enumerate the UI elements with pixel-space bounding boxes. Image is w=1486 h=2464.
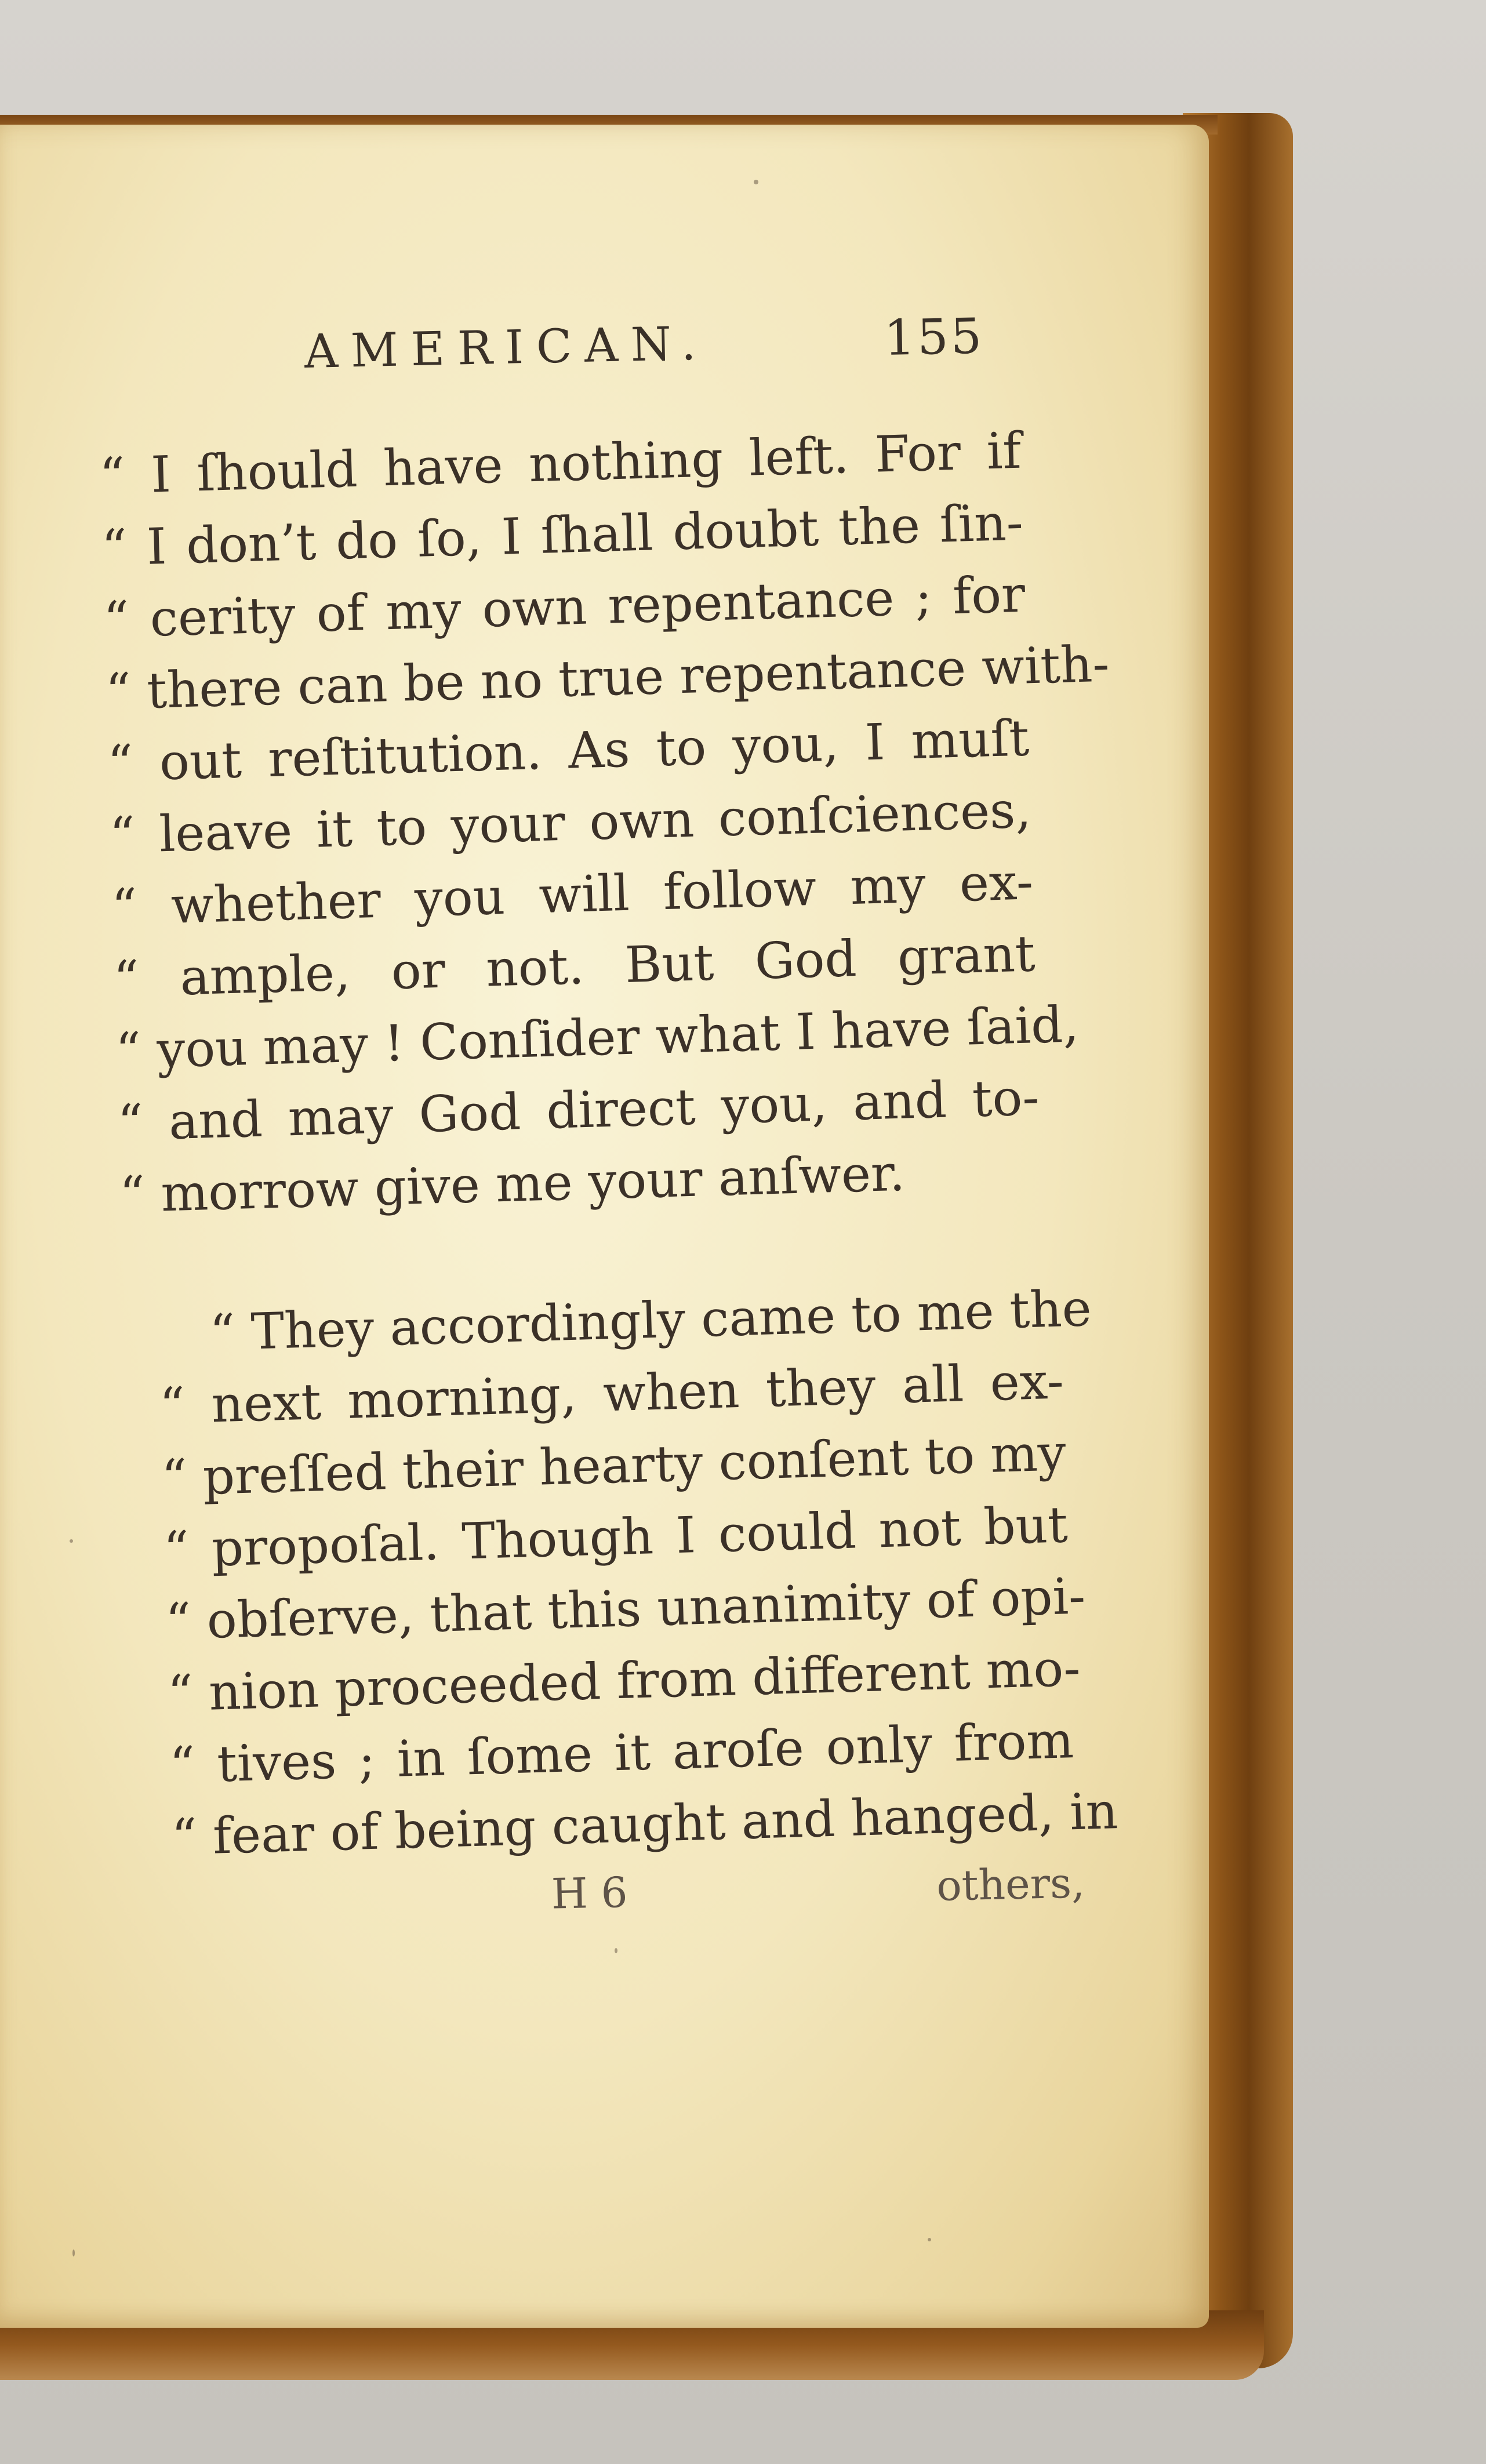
page-number: 155: [883, 307, 985, 367]
text-line: “ you may ! Conſider what I have ſaid,: [115, 995, 1080, 1081]
text-line: “ leave it to your own conſciences,: [108, 781, 1032, 865]
text-line: “ morrow give me your anſwer.: [118, 1144, 906, 1224]
text-line: “ I ſhould have nothing left. For if: [99, 421, 1022, 506]
text-line: “ there can be no true repentance with-: [104, 635, 1110, 721]
catchword: others,: [936, 1858, 1085, 1910]
paper-speck: [615, 1948, 617, 1953]
signature-mark: H 6: [551, 1867, 628, 1918]
text-line: “ I don’t do ſo, I ſhall doubt the ſin-: [100, 493, 1024, 577]
paragraph: [99, 415, 1110, 1231]
text-line: “ preſſed their hearty conſent to my: [161, 1424, 1067, 1507]
paper-speck: [72, 2249, 75, 2256]
text-line: “ next morning, when they all ex-: [158, 1352, 1064, 1435]
text-line: “ ample, or not. But God grant: [112, 925, 1036, 1009]
paper-speck: [928, 2238, 931, 2241]
text-line: “ fear of being caught and hanged, in: [170, 1782, 1119, 1867]
text-line: “ They accordingly came to me the: [209, 1280, 1092, 1362]
text-line: “ obſerve, that this unanimity of opi-: [165, 1567, 1087, 1651]
running-head: [304, 299, 985, 388]
text-line: “ cerity of my own repentance ; for: [103, 565, 1026, 649]
paper-speck: [754, 180, 758, 184]
text-line: “ whether you will follow my ex-: [111, 853, 1034, 937]
text-line: “ nion proceeded from different mo-: [166, 1639, 1081, 1723]
running-title: AMERICAN.: [304, 316, 710, 379]
text-line: “ and may God direct you, and to-: [117, 1069, 1040, 1153]
text-line: “ propoſal. Though I could not but: [162, 1496, 1069, 1579]
paragraph: [157, 1273, 1119, 1873]
text-line: “ out reſtitution. As to you, I muſt: [107, 709, 1030, 793]
text-line: “ tives ; in ſome it aroſe only from: [169, 1711, 1075, 1795]
paper-speck: [70, 1539, 73, 1543]
